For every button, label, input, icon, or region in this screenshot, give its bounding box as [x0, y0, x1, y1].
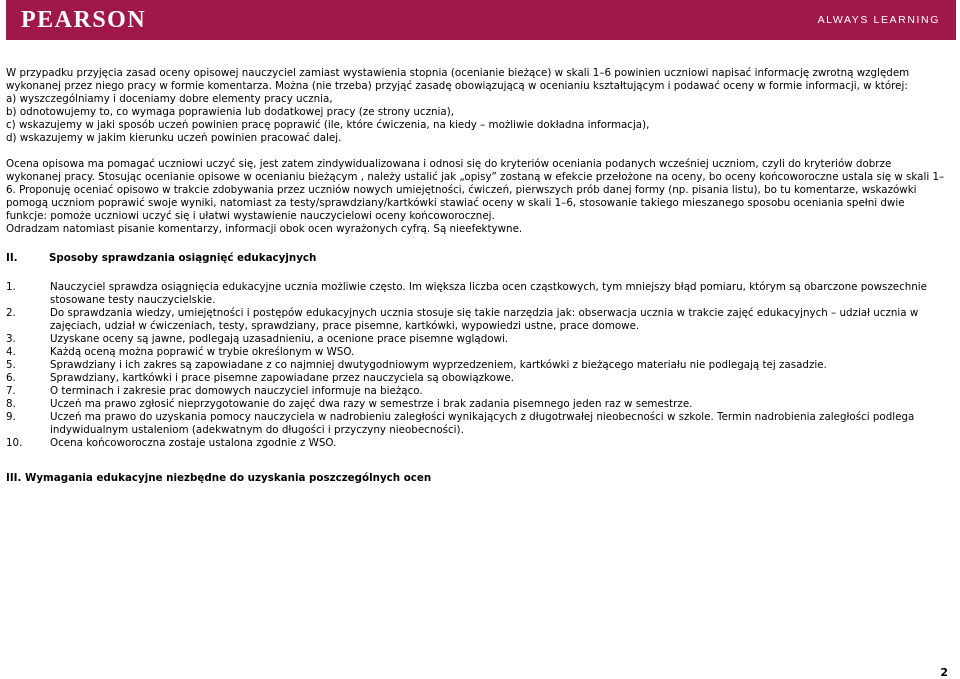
list-item-text: Sprawdziany i ich zakres są zapowiadane z co najmniej dwutygodniowym wyprzedzeniem, kartkówki z bieżącego materiału nie podlegają tej zasadzie.	[50, 359, 827, 371]
intro-item-b: b) odnotowujemy to, co wymaga poprawienia lub dodatkowej pracy (ze strony ucznia),	[6, 106, 454, 118]
list-item	[6, 346, 946, 359]
list-item-number: 7.	[6, 385, 16, 397]
list-item-text: O terminach i zakresie prac domowych nauczyciel informuje na bieżąco.	[50, 385, 423, 397]
list-item-text: Nauczyciel sprawdza osiągnięcia edukacyjne ucznia możliwie często. Im większa liczba ocen cząstkowych, tym mniejszy błąd pomiaru, którym są obarczone powszechnie stosowane testy nauczycielskie.	[50, 281, 927, 306]
brand-tagline: ALWAYS LEARNING	[817, 14, 940, 26]
list-item-text: Uczeń ma prawo do uzyskania pomocy nauczyciela w nadrobieniu zaległości wynikających z długotrwałej nieobecności w szkole. Termin nadrobienia zaległości podlega indywidualnym ustaleniom (adekwatnym do długości i przyczyny nieobecności).	[50, 411, 915, 436]
list-item-number: 9.	[6, 411, 16, 423]
list-item-number: 2.	[6, 307, 16, 319]
section-iii-title: III. Wymagania edukacyjne niezbędne do uzyskania poszczególnych ocen	[6, 472, 432, 484]
assessment-paragraph-last: Odradzam natomiast pisanie komentarzy, informacji obok ocen wyrażonych cyfrą. Są nieefektywne.	[6, 223, 523, 235]
list-item	[6, 398, 946, 411]
list-item-number: 4.	[6, 346, 16, 358]
brand-logo: PEARSON	[21, 7, 147, 33]
list-item-text: Uczeń ma prawo zgłosić nieprzygotowanie do zajęć dwa razy w semestrze i brak zadania pisemnego jeden raz w semestrze.	[50, 398, 693, 410]
assessment-paragraph: Ocena opisowa ma pomagać uczniowi uczyć się, jest zatem zindywidualizowana i odnosi się do kryteriów oceniania podanych wcześniej uczniom, czyli do kryteriów dobrze wykonanej pracy. Stosując ocenianie opisowe w ocenianiu bieżącym , należy ustalić jak „opisy” zostaną w efekcie przełożone na oceny, bo oceny końcoworoczne ustala się w skali 1–6. Proponuję oceniać opisowo w trakcie zdobywania przez uczniów nowych umiejętności, ćwiczeń, pierwszych prób danej formy (np. pisania listu), bo tu komentarze, wskazówki pomogą uczniom poprawić swoje wyniki, natomiast za testy/sprawdziany/kartkówki stawiać oceny w skali 1–6, stosowanie takiego mieszanego sposobu oceniania spełni dwie funkcje: pomoże uczniowi uczyć się i ułatwi wystawienie nauczycielowi oceny końcoworocznej.	[6, 158, 945, 222]
list-item-text: Uzyskane oceny są jawne, podlegają uzasadnieniu, a ocenione prace pisemne wglądowi.	[50, 333, 509, 345]
list-item	[6, 385, 946, 398]
intro-item-a: a) wyszczególniamy i doceniamy dobre elementy pracy ucznia,	[6, 93, 333, 105]
list-item	[6, 359, 946, 372]
section-ii-heading	[6, 252, 946, 265]
list-item	[6, 281, 946, 307]
list-item-text: Do sprawdzania wiedzy, umiejętności i postępów edukacyjnych ucznia stosuje się takie narzędzia jak: obserwacja ucznia w trakcie zajęć edukacyjnych – udział ucznia w zajęciach, udział w ćwiczeniach, testy, sprawdziany, prace pisemne, kartkówki, wypowiedzi ustne, prace domowe.	[50, 307, 919, 332]
list-item-number: 6.	[6, 372, 16, 384]
list-item-text: Każdą oceną można poprawić w trybie określonym w WSO.	[50, 346, 355, 358]
list-item-number: 1.	[6, 281, 16, 293]
list-item-text: Ocena końcoworoczna zostaje ustalona zgodnie z WSO.	[50, 437, 337, 449]
list-item	[6, 307, 946, 333]
list-item	[6, 437, 946, 450]
section-ii-list	[6, 281, 946, 450]
page-number: 2	[940, 666, 948, 679]
header-banner	[6, 0, 956, 40]
intro-paragraph: W przypadku przyjęcia zasad oceny opisowej nauczyciel zamiast wystawienia stopnia (ocenianie bieżące) w skali 1–6 powinien uczniowi napisać informację zwrotną względem wykonanej przez niego pracy w formie komentarza. Można (nie trzeba) przyjąć zasadę obowiązującą w ocenianiu kształtującym i podawać oceny w formie informacji, w której:	[6, 67, 910, 92]
list-item-text: Sprawdziany, kartkówki i prace pisemne zapowiadane przez nauczyciela są obowiązkowe.	[50, 372, 514, 384]
list-item-number: 10.	[6, 437, 23, 449]
document-body	[6, 67, 946, 485]
list-item	[6, 411, 946, 437]
list-item-number: 3.	[6, 333, 16, 345]
intro-item-d: d) wskazujemy w jakim kierunku uczeń powinien pracować dalej.	[6, 132, 342, 144]
list-item	[6, 372, 946, 385]
list-item-number: 5.	[6, 359, 16, 371]
section-ii-title: Sposoby sprawdzania osiągnięć edukacyjnych	[49, 252, 317, 264]
section-iii-heading	[6, 472, 946, 485]
section-ii-number: II.	[6, 252, 18, 264]
intro-item-c: c) wskazujemy w jaki sposób uczeń powinien pracę poprawić (ile, które ćwiczenia, na kiedy – możliwie dokładna informacja),	[6, 119, 650, 131]
list-item-number: 8.	[6, 398, 16, 410]
list-item	[6, 333, 946, 346]
